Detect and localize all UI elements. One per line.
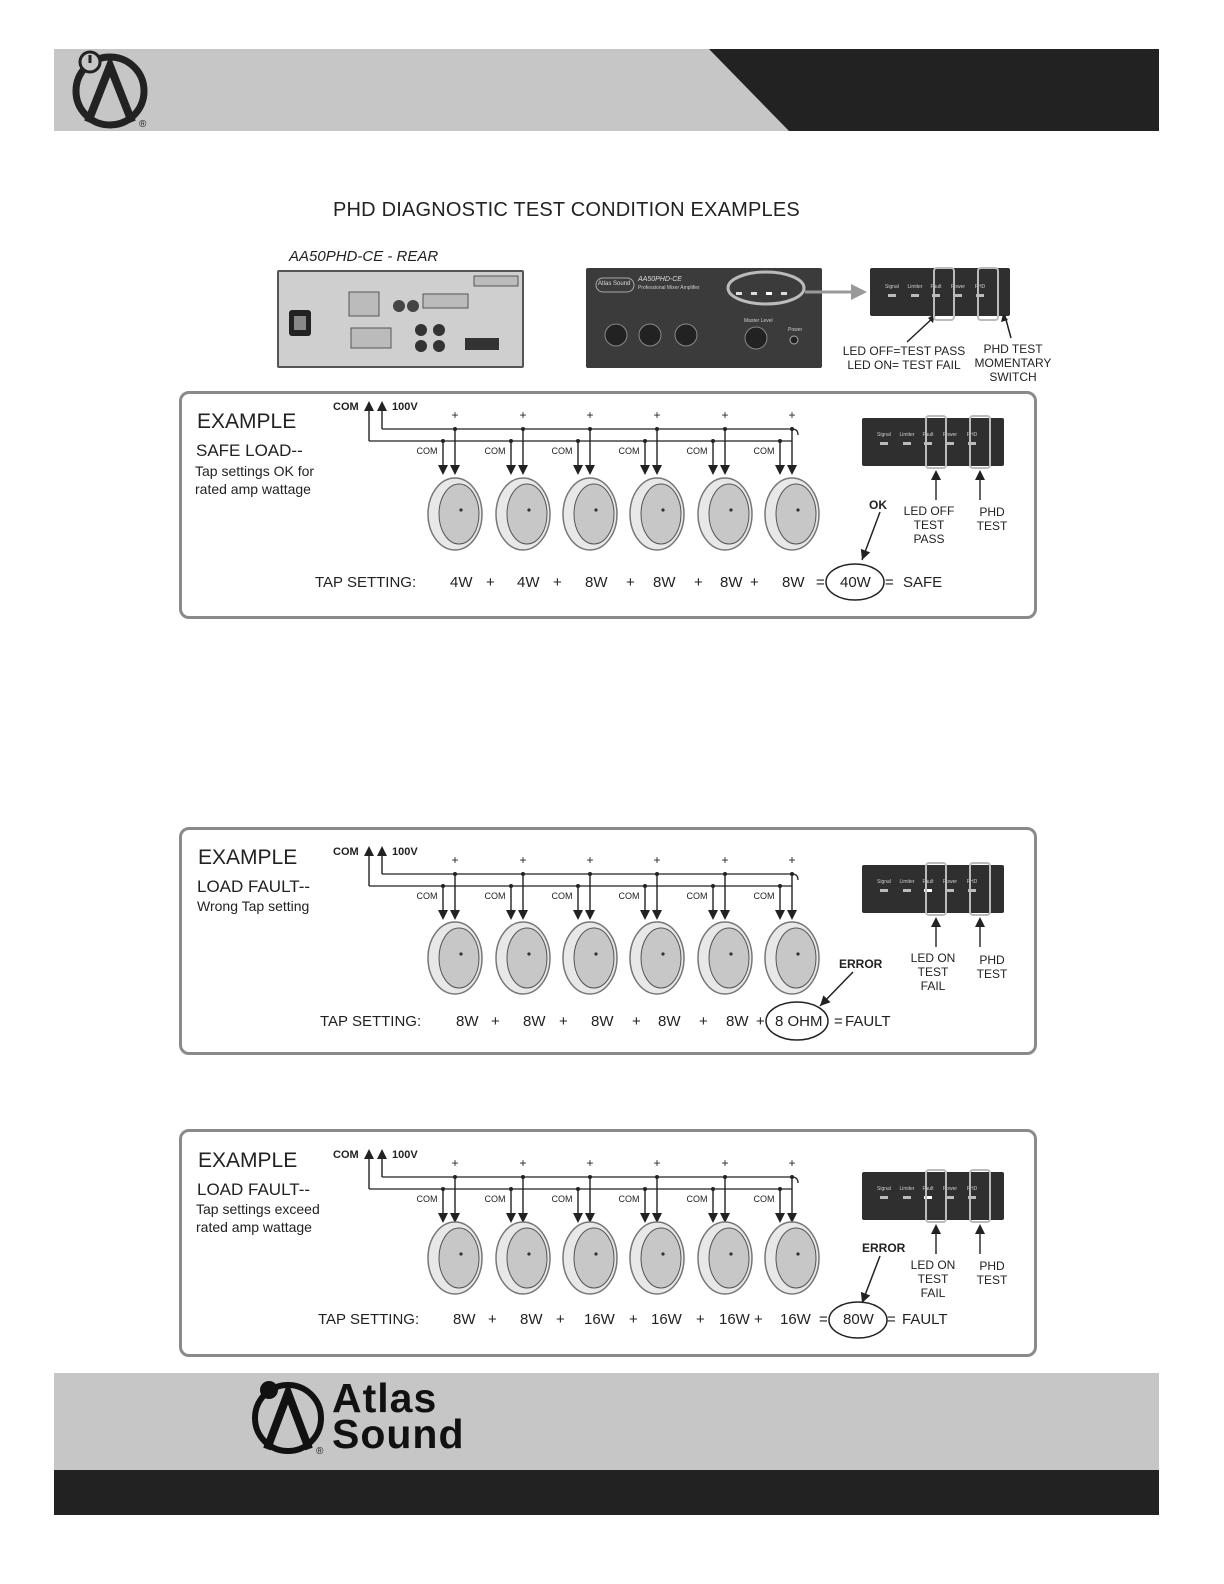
speaker-center [729,1252,732,1255]
tap-setting-label: TAP SETTING: [320,1013,422,1030]
speaker-cone [439,1228,479,1288]
speaker-center [527,508,530,511]
indicator-label: PHD [966,432,978,438]
plus-sign-label: + [653,408,661,422]
plus-sign: + [750,574,759,591]
indicator-label: Signal [885,284,899,290]
speaker-cone [776,928,816,988]
plus-sign-label: + [586,853,594,867]
plus-sign: + [486,574,495,591]
brand-line-atlas: Atlas [332,1375,438,1421]
speaker-center [594,952,597,955]
indicator-label: Signal [877,432,891,438]
plus-drop-head [518,910,528,920]
com-drop-head [775,1213,785,1223]
com-label: COM [333,401,359,413]
speaker-com-label: COM [618,1194,640,1204]
plus-sign-label: + [519,408,527,422]
phd-legend-line3: SWITCH [989,370,1037,384]
speaker-com-label: COM [484,891,506,901]
com-drop-head [573,910,583,920]
tap-value: 8W [726,1013,749,1030]
total-highlight-oval [766,1002,828,1040]
speaker-center [796,1252,799,1255]
phd-arrow-head [975,1224,985,1234]
equals-sign: = [885,574,894,591]
indicator-label: Limiter [899,432,915,438]
led-line2: TEST [917,1272,949,1286]
status-label: OK [869,498,887,512]
front-model: AA50PHD-CE [638,276,682,283]
phd-line1: PHD [979,953,1005,967]
speaker-center [661,952,664,955]
com-label: COM [333,846,359,858]
speaker-center [729,508,732,511]
rear-caption: AA50PHD-CE - REAR [289,248,439,265]
total-highlight-oval [829,1302,887,1338]
example-title: EXAMPLE [198,846,298,869]
indicator-led [880,1196,888,1199]
tap-value: 8W [653,574,676,591]
speaker-cone [439,484,479,544]
plus-drop-head [720,465,730,475]
tap-value: 4W [517,574,540,591]
phd-legend-line1: PHD TEST [983,342,1043,356]
tap-value: 16W [651,1311,682,1328]
example-subtitle: SAFE LOAD-- [196,441,303,460]
speaker-center [661,1252,664,1255]
led-arrow-head [931,470,941,480]
led-line3: FAIL [920,979,946,993]
footer-brand [332,1375,465,1457]
speaker-cone [574,928,614,988]
indicator-label: PHD [974,284,986,290]
com-drop-head [573,1213,583,1223]
speaker-com-label: COM [753,1194,775,1204]
total-value: 40W [840,574,871,591]
plus-sign: + [632,1013,641,1030]
speaker-cone [776,1228,816,1288]
example-desc-line2: rated amp wattage [195,481,311,497]
tap-value: 8W [591,1013,614,1030]
tap-value: 8W [453,1311,476,1328]
speaker-com-label: COM [416,891,438,901]
led-line2: TEST [917,965,949,979]
indicator-led [946,442,954,445]
plus-sign-label: + [519,853,527,867]
speaker-com-label: COM [416,446,438,456]
tap-value: 8W [720,574,743,591]
plus-sign-label: + [788,1156,796,1170]
indicator-led [880,442,888,445]
plus-drop-head [720,910,730,920]
plus-drop-head [585,465,595,475]
indicator-label: Limiter [907,284,923,290]
tap-value: 16W [584,1311,615,1328]
indicator-label: Power [942,1186,958,1192]
indicator-led [903,442,911,445]
speaker-com-label: COM [551,1194,573,1204]
led-arrow-head [931,917,941,927]
speaker-cone [641,928,681,988]
plus-sign-label: + [586,1156,594,1170]
tap-value: 8W [523,1013,546,1030]
plus-sign-label: + [519,1156,527,1170]
speaker-center [729,952,732,955]
speaker-cone [507,1228,547,1288]
speaker-cone [776,484,816,544]
plus-drop-head [787,465,797,475]
com-drop-head [573,465,583,475]
led-line3: FAIL [920,1286,946,1300]
speaker-center [527,1252,530,1255]
speaker-com-label: COM [551,446,573,456]
master-level-label: Master Level [744,318,773,324]
speaker-center [661,508,664,511]
indicator-led [880,889,888,892]
com-drop-head [708,465,718,475]
led-line1: LED OFF [903,504,955,518]
plus-sign: + [488,1311,497,1328]
tap-value: 16W [719,1311,750,1328]
example-title: EXAMPLE [198,1149,298,1172]
100v-arrow-head [377,846,387,856]
speaker-com-label: COM [686,891,708,901]
plus-sign: + [696,1311,705,1328]
led-line1: LED ON [910,951,956,965]
phd-line2: TEST [976,1273,1008,1287]
com-drop-head [640,910,650,920]
plus-drop-head [450,910,460,920]
equals-sign: = [819,1311,828,1328]
com-drop-head [438,1213,448,1223]
com-drop-head [438,465,448,475]
footer-band [54,1373,1159,1470]
indicator-label: Limiter [899,879,915,885]
speaker-cone [507,484,547,544]
footer-registered-mark: ® [316,1446,324,1457]
example-desc-line1: Tap settings exceed [196,1201,320,1217]
indicator-led [946,1196,954,1199]
indicator-label: Fault [922,1186,934,1192]
indicator-label: Signal [877,1186,891,1192]
speaker-com-label: COM [753,891,775,901]
plus-sign: + [699,1013,708,1030]
indicator-label: Signal [877,879,891,885]
indicator-led [911,294,919,297]
plus-sign: + [559,1013,568,1030]
phd-arrow-head [975,917,985,927]
result-value: SAFE [903,574,943,591]
com-drop-head [775,465,785,475]
equals-sign: = [834,1013,843,1030]
example-desc-line2: rated amp wattage [196,1219,312,1235]
com-drop-head [640,1213,650,1223]
example-title: EXAMPLE [197,410,297,433]
com-arrow-head [364,846,374,856]
equals-sign: = [816,574,825,591]
plus-sign-label: + [721,853,729,867]
plus-sign-label: + [451,1156,459,1170]
v100-label: 100V [392,846,418,858]
speaker-center [796,952,799,955]
speaker-cone [439,928,479,988]
100v-arrow-head [377,401,387,411]
tap-value: 8W [585,574,608,591]
status-label: ERROR [839,957,883,971]
led-line3: PASS [913,532,945,546]
led-legend-line2: LED ON= TEST FAIL [847,358,961,372]
tap-value: 8W [658,1013,681,1030]
com-arrow-head [364,401,374,411]
phd-line2: TEST [976,967,1008,981]
plus-drop-head [585,910,595,920]
plus-sign: + [694,574,703,591]
plus-sign-label: + [721,1156,729,1170]
com-drop-head [775,910,785,920]
phd-line2: TEST [976,519,1008,533]
status-label: ERROR [862,1241,906,1255]
indicator-label: Power [950,284,966,290]
phd-line1: PHD [979,505,1005,519]
indicator-led [888,294,896,297]
speaker-cone [709,1228,749,1288]
phd-legend-line2: MOMENTARY [974,356,1052,370]
indicator-label: Power [942,879,958,885]
tap-value: 8W [520,1311,543,1328]
front-subtitle: Professional Mixer Amplifier [638,285,700,291]
speaker-cone [641,484,681,544]
led-line1: LED ON [910,1258,956,1272]
speaker-cone [574,484,614,544]
page-title: PHD DIAGNOSTIC TEST CONDITION EXAMPLES [333,199,800,221]
total-value: 80W [843,1311,874,1328]
plus-sign-label: + [451,853,459,867]
plus-sign-label: + [451,408,459,422]
plus-sign-label: + [653,1156,661,1170]
speaker-com-label: COM [686,446,708,456]
speaker-cone [574,1228,614,1288]
plus-sign-label: + [721,408,729,422]
plus-sign: + [756,1013,765,1030]
speaker-center [594,1252,597,1255]
100v-arrow-head [377,1149,387,1159]
example-desc-line1: Tap settings OK for [195,463,315,479]
speaker-cone [507,928,547,988]
indicator-label: Fault [922,879,934,885]
brand-line-sound: Sound [332,1411,465,1457]
com-drop-head [506,465,516,475]
indicator-led [903,1196,911,1199]
plus-sign: + [629,1311,638,1328]
com-drop-head [708,1213,718,1223]
plus-drop-head [787,910,797,920]
indicator-label: Fault [922,432,934,438]
speaker-com-label: COM [618,446,640,456]
front-brand: Atlas Sound [598,281,631,287]
com-drop-head [506,910,516,920]
speaker-com-label: COM [618,891,640,901]
example-subtitle: LOAD FAULT-- [197,1180,311,1199]
plus-sign: + [626,574,635,591]
speaker-cone [709,484,749,544]
tap-value: 8W [456,1013,479,1030]
speaker-com-label: COM [484,1194,506,1204]
speaker-cone [709,928,749,988]
com-label: COM [333,1149,359,1161]
result-value: FAULT [902,1311,948,1328]
indicator-label: PHD [966,1186,978,1192]
plus-drop-head [450,465,460,475]
tap-value: 16W [780,1311,811,1328]
indicator-label: Fault [930,284,942,290]
tap-value: 4W [450,574,473,591]
total-highlight-oval [826,564,884,600]
power-label: Power [788,327,803,333]
indicator-led [954,294,962,297]
speaker-center [459,508,462,511]
plus-drop-head [652,910,662,920]
indicator-label: Limiter [899,1186,915,1192]
com-drop-head [640,465,650,475]
led-line2: TEST [913,518,945,532]
speaker-center [459,1252,462,1255]
phd-line1: PHD [979,1259,1005,1273]
v100-label: 100V [392,401,418,413]
result-value: FAULT [845,1013,891,1030]
plus-drop-head [652,465,662,475]
v100-label: 100V [392,1149,418,1161]
plus-sign-label: + [653,853,661,867]
speaker-com-label: COM [753,446,775,456]
plus-sign: + [754,1311,763,1328]
led-arrow-head [931,1224,941,1234]
led-legend-line1: LED OFF=TEST PASS [842,344,966,358]
com-drop-head [438,910,448,920]
speaker-com-label: COM [686,1194,708,1204]
registered-mark: ® [139,119,147,130]
total-value: 8 OHM [775,1013,823,1030]
plus-sign-label: + [788,853,796,867]
equals-sign: = [887,1311,896,1328]
speaker-cone [641,1228,681,1288]
plus-sign: + [556,1311,565,1328]
plus-sign: + [491,1013,500,1030]
speaker-center [459,952,462,955]
footer-dark-bar [54,1470,1159,1515]
indicator-led [946,889,954,892]
plus-sign-label: + [586,408,594,422]
speaker-center [796,508,799,511]
example-subtitle: LOAD FAULT-- [197,877,311,896]
phd-arrow-head [975,470,985,480]
indicator-led [903,889,911,892]
indicator-label: PHD [966,879,978,885]
plus-sign: + [553,574,562,591]
speaker-center [527,952,530,955]
example-desc-line1: Wrong Tap setting [197,898,310,914]
tap-setting-label: TAP SETTING: [318,1311,420,1328]
speaker-center [594,508,597,511]
com-drop-head [506,1213,516,1223]
tap-value: 8W [782,574,805,591]
com-arrow-head [364,1149,374,1159]
plus-drop-head [518,465,528,475]
speaker-com-label: COM [484,446,506,456]
indicator-label: Power [942,432,958,438]
plus-sign-label: + [788,408,796,422]
com-drop-head [708,910,718,920]
speaker-com-label: COM [416,1194,438,1204]
tap-setting-label: TAP SETTING: [315,574,417,591]
speaker-com-label: COM [551,891,573,901]
